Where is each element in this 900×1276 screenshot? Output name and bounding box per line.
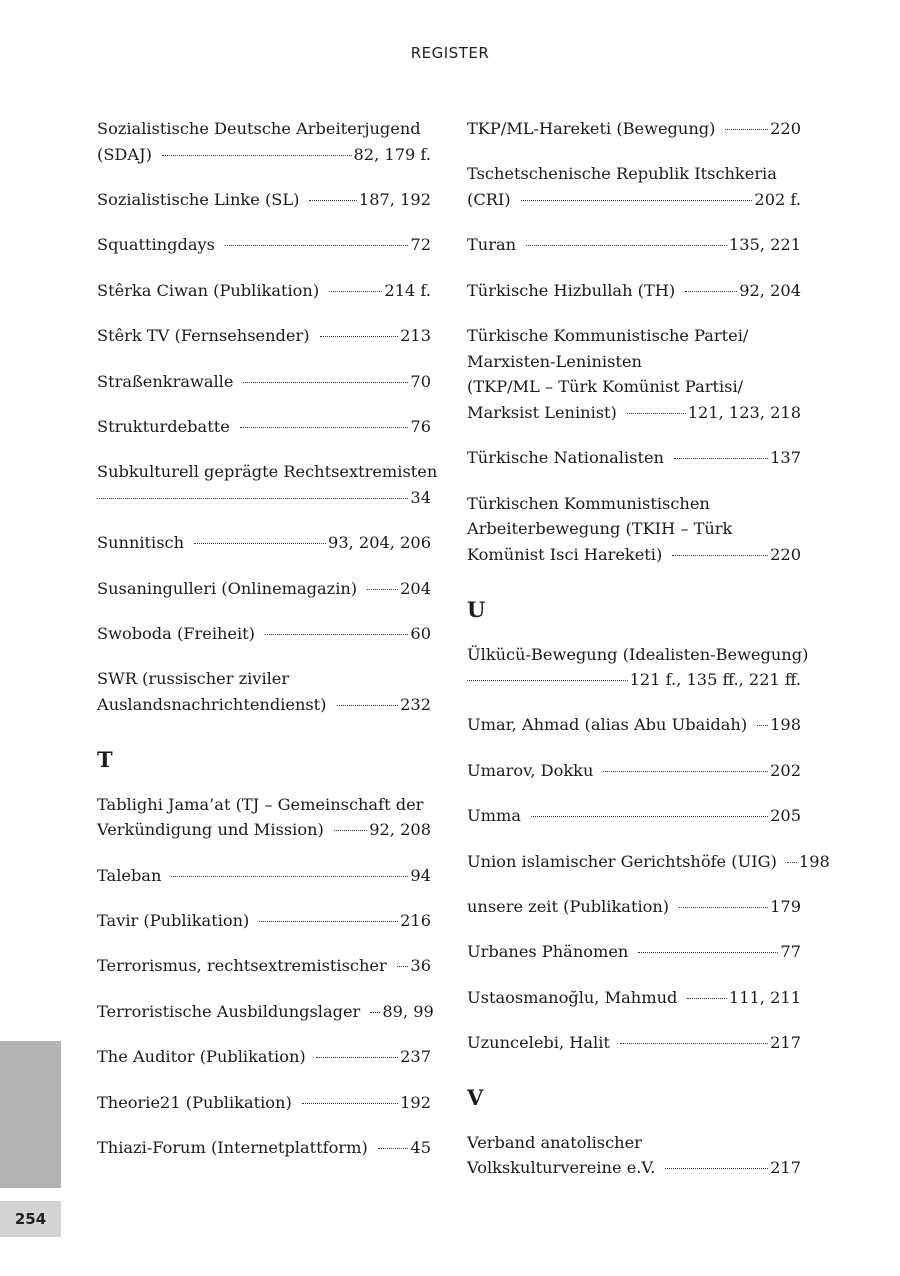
entry-term: Squattingdays: [97, 235, 215, 255]
entry-term: Auslandsnachrichtendienst): [97, 695, 327, 715]
page-references: 220: [770, 544, 801, 564]
entry-term: Umma: [467, 806, 521, 826]
entry-term-line: SWR (russischer ziviler: [97, 669, 290, 689]
page-references: 217: [770, 1033, 801, 1053]
entry-term: Komünist Isci Hareketi): [467, 544, 663, 564]
page-references: 76: [410, 416, 431, 436]
dot-leader: [397, 965, 409, 967]
page-references: 187, 192: [358, 189, 431, 209]
entry-last-line: [467, 712, 801, 738]
entry-last-line: [97, 817, 431, 843]
entry-term: Sozialistische Linke (SL): [97, 189, 300, 209]
entry-last-line: [97, 232, 431, 258]
index-entry: [97, 792, 431, 843]
dot-leader: [316, 1056, 398, 1058]
page-references: 36: [410, 956, 431, 976]
entry-term: Thiazi-Forum (Internetplattform): [97, 1138, 368, 1157]
page-references: 220: [770, 119, 801, 138]
entry-term: Marksist Leninist): [467, 402, 617, 422]
entry-last-line: [97, 142, 431, 168]
dot-leader: [162, 154, 352, 156]
page-references: 70: [410, 371, 431, 391]
page-references: 92, 208: [369, 820, 431, 840]
entry-term: Verkündigung und Mission): [97, 820, 324, 840]
thumb-index-tab: [0, 1041, 61, 1188]
entry-last-line: [97, 187, 431, 213]
page-references: 77: [780, 942, 801, 962]
index-entry: [97, 576, 431, 602]
entry-last-line: [467, 985, 801, 1011]
dot-leader: [378, 1147, 409, 1149]
dot-leader: [521, 199, 753, 201]
entry-term: Susaningulleri (Onlinemagazin): [97, 578, 358, 598]
entry-term: Union islamischer Gerichtshöfe (UIG): [467, 851, 777, 871]
dot-leader: [337, 704, 399, 706]
entry-term: Sunnitisch: [97, 533, 185, 553]
dot-leader: [194, 542, 326, 544]
index-entry: [467, 232, 801, 258]
page-references: 137: [770, 448, 801, 468]
entry-term: Türkische Nationalisten: [467, 448, 664, 468]
dot-leader: [679, 906, 768, 908]
index-entry: [97, 621, 431, 647]
entry-term-line: Marxisten-Leninisten: [467, 351, 642, 371]
page-references: 202: [770, 760, 801, 780]
entry-term: Ustaosmanoğlu, Mahmud: [467, 987, 678, 1007]
entry-last-line: [467, 542, 801, 568]
entry-last-line: [97, 1090, 431, 1116]
dot-leader: [687, 997, 727, 999]
entry-last-line: [467, 803, 801, 829]
index-entry: [97, 323, 431, 349]
page-references: 217: [770, 1158, 801, 1178]
entry-term: Strukturdebatte: [97, 416, 230, 436]
entry-last-line: [97, 576, 431, 602]
entry-term: Straßenkrawalle: [97, 371, 234, 391]
entry-last-line: [97, 953, 431, 979]
entry-last-line: [467, 278, 801, 304]
entry-term: Urbanes Phänomen: [467, 942, 629, 962]
index-entry: [97, 459, 438, 510]
dot-leader: [259, 920, 398, 922]
dot-leader: [620, 1042, 768, 1044]
index-column-left: [97, 116, 438, 1180]
entry-term: TKP/ML-Hareketi (Bewegung): [467, 119, 716, 138]
dot-leader: [243, 381, 408, 383]
dot-leader: [225, 244, 408, 246]
dot-leader: [467, 679, 628, 681]
entry-term: Theorie21 (Publikation): [97, 1092, 292, 1112]
entry-last-line: [467, 894, 801, 920]
entry-term: unsere zeit (Publikation): [467, 897, 670, 917]
index-entry: [97, 1044, 431, 1070]
entry-term: Volkskulturvereine e.V.: [467, 1158, 656, 1178]
page-references: 198: [770, 715, 801, 735]
entry-term: Umar, Ahmad (alias Abu Ubaidah): [467, 715, 748, 735]
index-entry: [467, 278, 801, 304]
entry-last-line: [467, 667, 801, 693]
page-references: 93, 204, 206: [328, 533, 431, 553]
entry-term: (SDAJ): [97, 144, 152, 164]
index-entry: [97, 1090, 431, 1116]
running-header: REGISTER: [410, 44, 490, 62]
page-number: 254: [0, 1201, 61, 1237]
dot-leader: [674, 457, 768, 459]
index-entry: [97, 1135, 431, 1161]
page-references: 198: [798, 851, 830, 871]
index-entry: [467, 445, 801, 471]
entry-last-line: [467, 1155, 801, 1181]
entry-term: Stêrk TV (Fernsehsender): [97, 326, 310, 346]
dot-leader: [97, 497, 408, 499]
entry-last-line: [97, 1135, 431, 1161]
page-references: 121, 123, 218: [687, 402, 801, 422]
entry-last-line: [97, 621, 431, 647]
entry-term-line: Ülkücü-Bewegung (Idealisten-Bewegung): [467, 644, 809, 664]
entry-term: Terrorismus, rechtsextremistischer: [97, 956, 387, 976]
index-entry: [467, 1030, 801, 1056]
index-entry: [467, 323, 801, 425]
entry-term: Taleban: [97, 865, 162, 885]
index-entry: [467, 712, 801, 738]
index-entry: [467, 939, 801, 965]
page-references: 205: [770, 806, 801, 826]
entry-last-line: [97, 1044, 431, 1070]
index-entry: [467, 642, 809, 693]
index-entry: [467, 161, 801, 212]
entry-last-line: [467, 400, 801, 426]
entry-last-line: [467, 849, 830, 875]
entry-term-line: Türkischen Kommunistischen: [467, 493, 710, 513]
page-references: 202 f.: [754, 189, 801, 209]
page-references: 45: [410, 1138, 431, 1157]
page-references: 72: [410, 235, 431, 255]
dot-leader: [240, 426, 409, 428]
entry-last-line: [467, 445, 801, 471]
entry-last-line: [97, 369, 431, 395]
entry-last-line: [97, 414, 431, 440]
page-references: 89, 99: [382, 1001, 434, 1021]
index-entry: [97, 530, 431, 556]
entry-last-line: [467, 187, 801, 213]
dot-leader: [627, 412, 686, 414]
dot-leader: [672, 554, 768, 556]
entry-last-line: [467, 1030, 801, 1056]
index-entry: [97, 863, 431, 889]
entry-last-line: [97, 999, 434, 1025]
entry-term: (CRI): [467, 189, 511, 209]
page-references: 192: [400, 1092, 431, 1112]
section-letter-heading: T: [97, 746, 113, 772]
dot-leader: [171, 875, 408, 877]
dot-leader: [320, 335, 399, 337]
index-entry: [467, 894, 801, 920]
entry-last-line: [97, 485, 431, 511]
index-entry: [97, 414, 431, 440]
page-references: 60: [410, 624, 431, 644]
dot-leader: [329, 290, 382, 292]
index-entry: [467, 116, 801, 142]
index-entry: [97, 908, 431, 934]
page-references: 121 f., 135 ff., 221 ff.: [629, 670, 801, 690]
entry-term: Umarov, Dokku: [467, 760, 594, 780]
index-column-right: [467, 116, 830, 1201]
index-entry: [97, 999, 434, 1025]
index-entry: [467, 1130, 801, 1181]
page-references: 216: [400, 911, 431, 931]
entry-last-line: [97, 863, 431, 889]
entry-last-line: [97, 278, 431, 304]
dot-leader: [725, 128, 768, 130]
entry-term: Swoboda (Freiheit): [97, 624, 256, 644]
page-references: 232: [400, 695, 431, 715]
entry-term-line: Verband anatolischer: [467, 1132, 642, 1152]
entry-term: Terroristische Ausbildungslager: [97, 1001, 361, 1021]
index-entry: [467, 849, 830, 875]
index-entry: [467, 758, 801, 784]
dot-leader: [665, 1167, 768, 1169]
page-references: 111, 211: [728, 987, 801, 1007]
dot-leader: [685, 290, 737, 292]
dot-leader: [531, 815, 768, 817]
dot-leader: [265, 633, 408, 635]
page-references: 214 f.: [384, 280, 431, 300]
index-entry: [467, 985, 801, 1011]
index-entry: [97, 953, 431, 979]
dot-leader: [334, 829, 367, 831]
index-entry: [97, 369, 431, 395]
index-entry: [97, 278, 431, 304]
entry-term-line: Tschetschenische Republik Itschkeria: [467, 164, 777, 184]
entry-last-line: [97, 323, 431, 349]
dot-leader: [367, 588, 398, 590]
dot-leader: [638, 951, 778, 953]
index-entry: [97, 187, 431, 213]
dot-leader: [603, 770, 768, 772]
dot-leader: [526, 244, 727, 246]
section-letter-heading: U: [467, 596, 486, 622]
entry-term: Türkische Hizbullah (TH): [467, 280, 676, 300]
page-references: 34: [410, 487, 431, 507]
entry-term: Turan: [467, 235, 517, 255]
entry-term-line: Arbeiterbewegung (TKIH – Türk: [467, 519, 733, 539]
entry-term-line: Tablighi Jama’at (TJ – Gemeinschaft der: [97, 794, 424, 814]
index-entry: [97, 666, 431, 717]
entry-last-line: [97, 908, 431, 934]
index-entry: [467, 491, 801, 568]
entry-term-line: Subkulturell geprägte Rechtsextremisten: [97, 462, 438, 482]
entry-last-line: [97, 530, 431, 556]
entry-term: The Auditor (Publikation): [97, 1047, 306, 1067]
entry-last-line: [97, 692, 431, 718]
page-references: 213: [400, 326, 431, 346]
dot-leader: [309, 199, 356, 201]
entry-term: Uzuncelebi, Halit: [467, 1033, 610, 1053]
entry-last-line: [467, 939, 801, 965]
entry-last-line: [467, 232, 801, 258]
entry-term-line: Türkische Kommunistische Partei/: [467, 326, 749, 346]
page-references: 82, 179 f.: [353, 144, 431, 164]
entry-last-line: [467, 116, 801, 142]
page-references: 237: [400, 1047, 431, 1067]
index-entry: [467, 803, 801, 829]
page-references: 204: [400, 578, 431, 598]
dot-leader: [302, 1102, 398, 1104]
entry-last-line: [467, 758, 801, 784]
entry-term: Stêrka Ciwan (Publikation): [97, 280, 320, 300]
dot-leader: [787, 861, 797, 863]
entry-term: Tavir (Publikation): [97, 911, 250, 931]
page-references: 94: [410, 865, 431, 885]
entry-term-line: Sozialistische Deutsche Arbeiterjugend: [97, 119, 421, 138]
page-references: 135, 221: [728, 235, 801, 255]
index-entry: [97, 116, 431, 167]
entry-term-line: (TKP/ML – Türk Komünist Partisi/: [467, 377, 744, 397]
section-letter-heading: V: [467, 1084, 484, 1110]
dot-leader: [370, 1011, 380, 1013]
page-references: 92, 204: [739, 280, 801, 300]
index-entry: [97, 232, 431, 258]
dot-leader: [757, 724, 768, 726]
page-references: 179: [770, 897, 801, 917]
